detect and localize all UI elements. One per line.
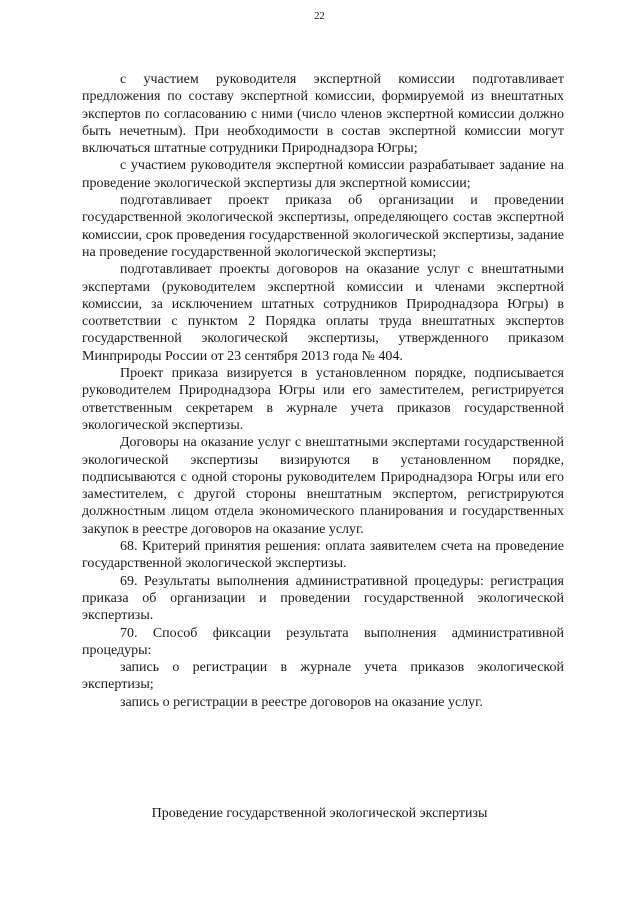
page-number: 22 [314,11,325,22]
paragraph-8: 69. Результаты выполнения административной процедуры: регистрация приказа об организации и проведении государственной экологической экспертизы. [82,573,564,624]
paragraph-6: Договоры на оказание услуг с внештатными экспертами государственной экологической экспертизы визируются в установленном порядке, подписываются с одной стороны руководителем Природнадзора Югры или его заместителем, с другой стороны внештатным экспертом, регистрируются должностным лицом отдела экономического планирования и государственных закупок в реестре договоров на оказание услуг. [82,435,564,537]
paragraph-1: с участием руководителя экспертной комиссии подготавливает предложения по составу экспертной комиссии, формируемой из внештатных экспертов по согласованию с ними (число членов экспертной комиссии должно быть нечетным). При необходимости в состав экспертной комиссии могут включаться штатные сотрудники Природнадзора Югры; [82,72,564,157]
paragraph-4: подготавливает проекты договоров на оказание услуг с внештатными экспертами (руководителем экспертной комиссии и членами экспертной комиссии, за исключением штатных сотрудников Природнадзора Югры) в соответствии с пунктом 2 Порядка оплаты труда внештатных экспертов государственной экологической экспертизы, утвержденного приказом Минприроды России от 23 сентября 2013 года № 404. [82,262,564,364]
paragraph-3: подготавливает проект приказа об организации и проведении государственной экологической экспертизы, определяющего состав экспертной комиссии, срок проведения государственной экологической экспертизы, задание на проведение государственной экологической экспертизы; [82,193,564,260]
document-body [82,71,564,711]
paragraph-5: Проект приказа визируется в установленном порядке, подписывается руководителем Природнадзора Югры или его заместителем, регистрируется ответственным секретарем в журнале учета приказов государственной экологической экспертизы. [82,366,564,433]
paragraph-10: запись о регистрации в журнале учета приказов экологической экспертизы; [82,660,564,693]
paragraph-7: 68. Критерий принятия решения: оплата заявителем счета на проведение государственной экологической экспертизы. [82,539,564,572]
paragraph-11: запись о регистрации в реестре договоров на оказание услуг. [120,694,483,710]
paragraph-2: с участием руководителя экспертной комиссии разрабатывает задание на проведение экологической экспертизы для экспертной комиссии; [82,158,564,191]
section-heading: Проведение государственной экологической экспертизы [151,806,488,821]
paragraph-9: 70. Способ фиксации результата выполнения административной процедуры: [82,625,564,658]
